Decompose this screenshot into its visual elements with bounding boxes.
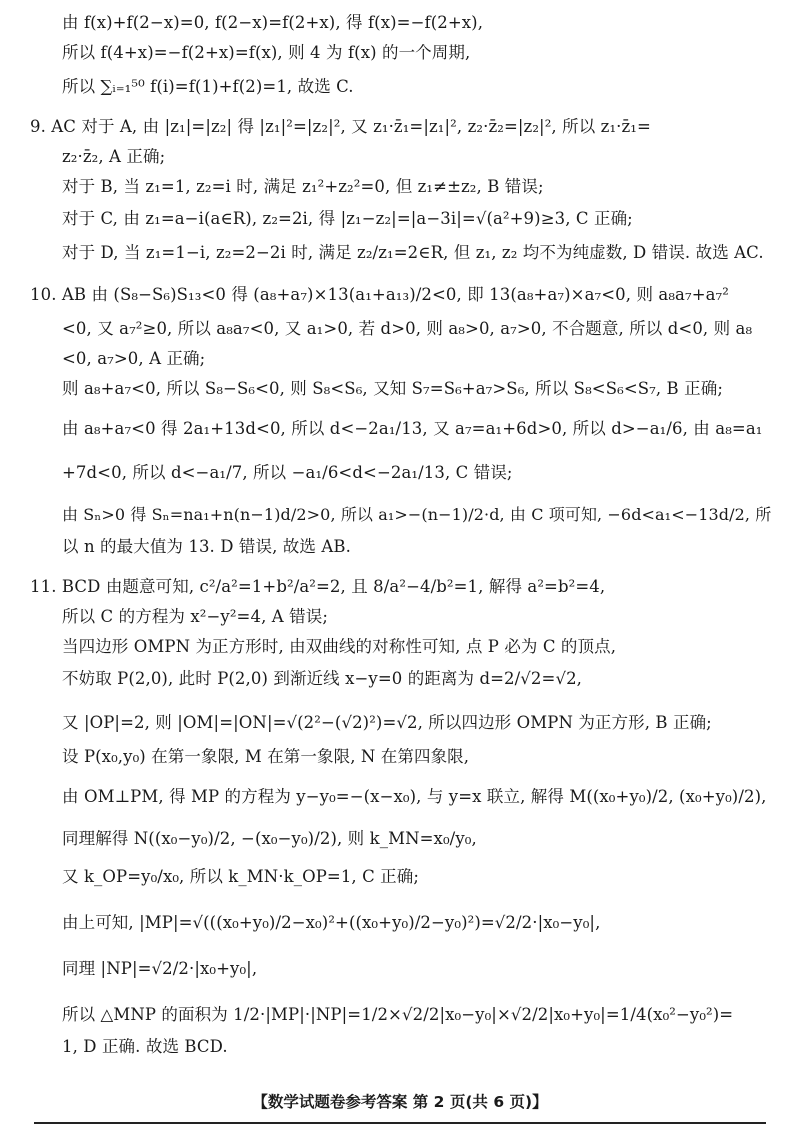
text-line: z₂·z̄₂, A 正确; [62, 147, 166, 166]
page-footer: 【数学试题卷参考答案 第 2 页(共 6 页)】 [252, 1093, 548, 1111]
question-11-line: 11. BCD 由题意可知, c²/a²=1+b²/a²=2, 且 8/a²−4/b²=1, 解得 a²=b²=4, [30, 577, 606, 596]
text-line: 所以 △MNP 的面积为 1/2·|MP|·|NP|=1/2×√2/2|x₀−y₀|×√2/2|x₀+y₀|=1/4(x₀²−y₀²)= [62, 1005, 734, 1024]
text-line: 当四边形 OMPN 为正方形时, 由双曲线的对称性可知, 点 P 必为 C 的顶点, [62, 637, 617, 656]
text-line: +7d<0, 所以 d<−a₁/7, 所以 −a₁/6<d<−2a₁/13, C 错误; [62, 463, 513, 482]
question-9-line: 9. AC 对于 A, 由 |z₁|=|z₂| 得 |z₁|²=|z₂|², 又 z₁·z̄₁=|z₁|², z₂·z̄₂=|z₂|², 所以 z₁·z̄₁= [30, 117, 651, 136]
text-line: 对于 D, 当 z₁=1−i, z₂=2−2i 时, 满足 z₂/z₁=2∈R, 但 z₁, z₂ 均不为纯虚数, D 错误. 故选 AC. [62, 243, 764, 262]
text-line: 由 a₈+a₇<0 得 2a₁+13d<0, 所以 d<−2a₁/13, 又 a₇=a₁+6d>0, 所以 d>−a₁/6, 由 a₈=a₁ [62, 419, 763, 438]
text-line: 由 OM⊥PM, 得 MP 的方程为 y−y₀=−(x−x₀), 与 y=x 联立, 解得 M((x₀+y₀)/2, (x₀+y₀)/2), [62, 787, 767, 806]
text-line: 所以 C 的方程为 x²−y²=4, A 错误; [62, 607, 328, 626]
text-line: 由 Sₙ>0 得 Sₙ=na₁+n(n−1)d/2>0, 所以 a₁>−(n−1)/2·d, 由 C 项可知, −6d<a₁<−13d/2, 所 [62, 505, 772, 524]
footer-divider [34, 1122, 766, 1124]
text-line: 所以 ∑ᵢ₌₁⁵⁰ f(i)=f(1)+f(2)=1, 故选 C. [62, 77, 354, 96]
text-line: 又 |OP|=2, 则 |OM|=|ON|=√(2²−(√2)²)=√2, 所以四边形 OMPN 为正方形, B 正确; [62, 713, 712, 732]
text-line: <0, 又 a₇²≥0, 所以 a₈a₇<0, 又 a₁>0, 若 d>0, 则 a₈>0, a₇>0, 不合题意, 所以 d<0, 则 a₈ [62, 319, 753, 338]
text-line: <0, a₇>0, A 正确; [62, 349, 206, 368]
text-line: 对于 C, 由 z₁=a−i(a∈R), z₂=2i, 得 |z₁−z₂|=|a−3i|=√(a²+9)≥3, C 正确; [62, 209, 633, 228]
text-line: 同理 |NP|=√2/2·|x₀+y₀|, [62, 959, 258, 978]
text-line: 1, D 正确. 故选 BCD. [62, 1037, 228, 1056]
text-line: 对于 B, 当 z₁=1, z₂=i 时, 满足 z₁²+z₂²=0, 但 z₁≠±z₂, B 错误; [62, 177, 544, 196]
text-line: 设 P(x₀,y₀) 在第一象限, M 在第一象限, N 在第四象限, [62, 747, 470, 766]
text-line: 又 k_OP=y₀/x₀, 所以 k_MN·k_OP=1, C 正确; [62, 867, 420, 886]
text-line: 同理解得 N((x₀−y₀)/2, −(x₀−y₀)/2), 则 k_MN=x₀/y₀, [62, 829, 477, 848]
question-10-line: 10. AB 由 (S₈−S₆)S₁₃<0 得 (a₈+a₇)×13(a₁+a₁₃)/2<0, 即 13(a₈+a₇)×a₇<0, 则 a₈a₇+a₇² [30, 285, 729, 304]
text-line: 由上可知, |MP|=√(((x₀+y₀)/2−x₀)²+((x₀+y₀)/2−y₀)²)=√2/2·|x₀−y₀|, [62, 913, 601, 932]
text-line: 不妨取 P(2,0), 此时 P(2,0) 到渐近线 x−y=0 的距离为 d=2/√2=√2, [62, 669, 583, 688]
text-line: 由 f(x)+f(2−x)=0, f(2−x)=f(2+x), 得 f(x)=−f(2+x), [62, 13, 484, 32]
text-line: 所以 f(4+x)=−f(2+x)=f(x), 则 4 为 f(x) 的一个周期, [62, 43, 471, 62]
text-line: 以 n 的最大值为 13. D 错误, 故选 AB. [62, 537, 351, 556]
text-line: 则 a₈+a₇<0, 所以 S₈−S₆<0, 则 S₈<S₆, 又知 S₇=S₆+a₇>S₆, 所以 S₈<S₆<S₇, B 正确; [62, 379, 723, 398]
